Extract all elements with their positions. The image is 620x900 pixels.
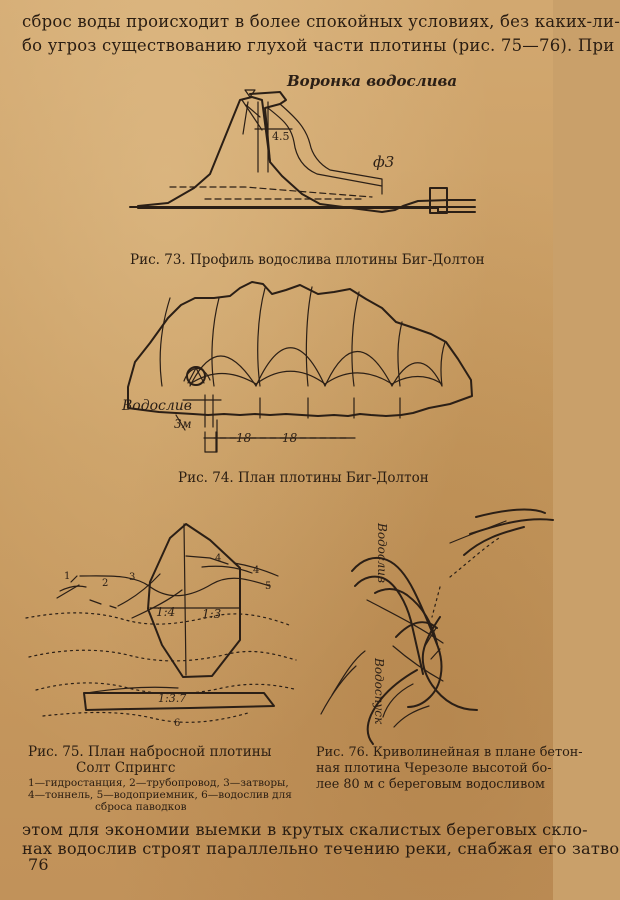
- fig76-outlet-label: Водоспуск: [372, 658, 386, 725]
- fig75-marker-2: 2: [102, 578, 109, 589]
- page-number: 76: [28, 855, 49, 874]
- figure-75-legend-line-1: 1—гидростанция, 2—трубопровод, 3—затворы,: [28, 777, 289, 789]
- fig73-diameter-label: ф3: [373, 153, 395, 171]
- fig74-dim-18-b: 18: [282, 431, 298, 445]
- bottom-text-line-1: этом для экономии выемки в крутых скалистых береговых скло-: [22, 820, 588, 839]
- fig73-dimension-label: 4.5: [272, 130, 290, 143]
- figure-76-caption-line-1: Рис. 76. Криволинейная в плане бетон-: [316, 745, 583, 760]
- fig73-funnel-label: Воронка водослива: [287, 72, 458, 90]
- figure-73-caption: Рис. 73. Профиль водослива плотины Биг-Долтон: [130, 252, 485, 268]
- figure-74-caption: Рис. 74. План плотины Биг-Долтон: [178, 470, 429, 486]
- fig76-spillway-label: Водослив: [375, 523, 389, 583]
- figure-75-legend-line-2: 4—тоннель, 5—водоприемник, 6—водослив для: [28, 789, 292, 801]
- fig75-marker-3: 3: [129, 572, 136, 583]
- figure-76-caption-line-3: лее 80 м с береговым водосливом: [316, 777, 545, 792]
- fig75-slope-1: 1:4: [156, 605, 176, 619]
- fig75-marker-4b: 4: [253, 565, 260, 576]
- fig74-spillway-label: Водослив: [122, 398, 192, 414]
- fig74-dim-18-a: 18: [236, 431, 252, 445]
- figure-74-drawing: [0, 270, 553, 490]
- figure-75-drawing: [24, 512, 334, 772]
- top-text-line-2: бо угроз существованию глухой части плотины (рис. 75—76). При: [22, 36, 615, 55]
- fig75-marker-5: 5: [265, 581, 272, 592]
- figure-76-drawing: [320, 505, 555, 755]
- figure-75-caption-line-2: Солт Спрингс: [76, 760, 176, 776]
- fig75-marker-4a: 4: [215, 553, 222, 564]
- figure-75-caption-line-1: Рис. 75. План набросной плотины: [28, 744, 272, 760]
- fig74-dim-3m: 3м: [174, 417, 192, 431]
- fig75-marker-6: 6: [174, 718, 181, 729]
- figure-76-caption-line-2: ная плотина Черезоле высотой бо-: [316, 761, 552, 776]
- top-text-line-1: сброс воды происходит в более спокойных условиях, без каких-ли-: [22, 12, 620, 31]
- fig75-marker-1: 1: [64, 571, 71, 582]
- fig75-slope-2: 1:3: [202, 607, 222, 621]
- figure-75-legend-line-3: сброса паводков: [95, 801, 187, 813]
- fig75-slope-3: 1:3.7: [158, 692, 187, 705]
- bottom-text-line-2: нах водослив строят параллельно течению реки, снабжая его затво: [22, 839, 620, 858]
